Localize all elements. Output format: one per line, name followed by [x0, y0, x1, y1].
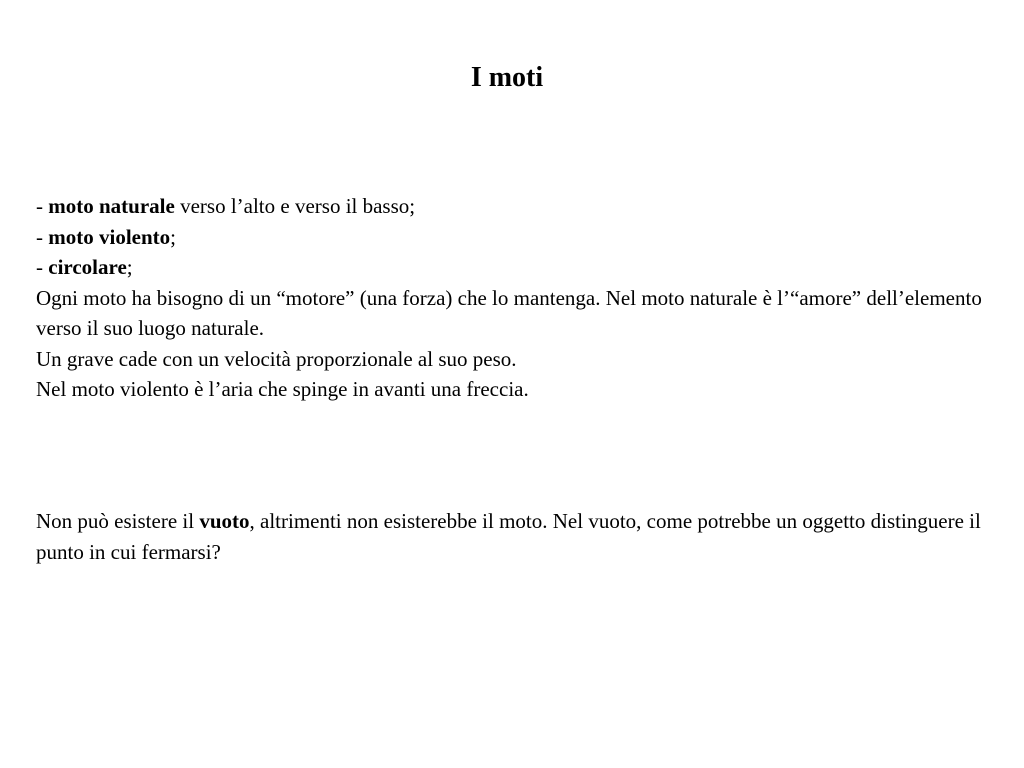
list-bullet: -	[36, 224, 49, 249]
motion-types-block	[36, 191, 986, 405]
term-circular-motion: circolare	[48, 255, 127, 279]
vacuum-text-after: , altrimenti non esisterebbe il moto. Nel vuoto, come potrebbe un oggetto distinguere il punto in cui fermarsi?	[36, 509, 981, 564]
term-violent-motion: moto violento	[48, 224, 171, 249]
list-bullet: -	[36, 194, 49, 218]
list-item-violent-motion	[36, 222, 986, 253]
paragraph-heavy-body: Un grave cade con un velocità proporzionale al suo peso.	[36, 346, 517, 371]
term-natural-motion: moto naturale	[48, 194, 175, 218]
paragraph-motor: Ogni moto ha bisogno di un “motore” (una forza) che lo mantenga. Nel moto naturale è l’“amore” dell’elemento verso il suo luogo naturale.	[36, 285, 982, 340]
list-item-text: verso l’alto e verso il basso;	[174, 194, 416, 218]
slide-title: I moti	[470, 62, 544, 93]
list-bullet: -	[36, 255, 49, 279]
vacuum-paragraph	[36, 506, 986, 567]
paragraph-arrow: Nel moto violento è l’aria che spinge in avanti una freccia.	[36, 377, 529, 401]
list-item-circular-motion	[36, 252, 986, 283]
list-item-natural-motion	[36, 191, 986, 222]
list-item-text: ;	[126, 255, 133, 279]
list-item-text: ;	[170, 224, 176, 249]
vacuum-text-before: Non può esistere il	[36, 509, 200, 533]
term-vacuum: vuoto	[199, 509, 250, 533]
